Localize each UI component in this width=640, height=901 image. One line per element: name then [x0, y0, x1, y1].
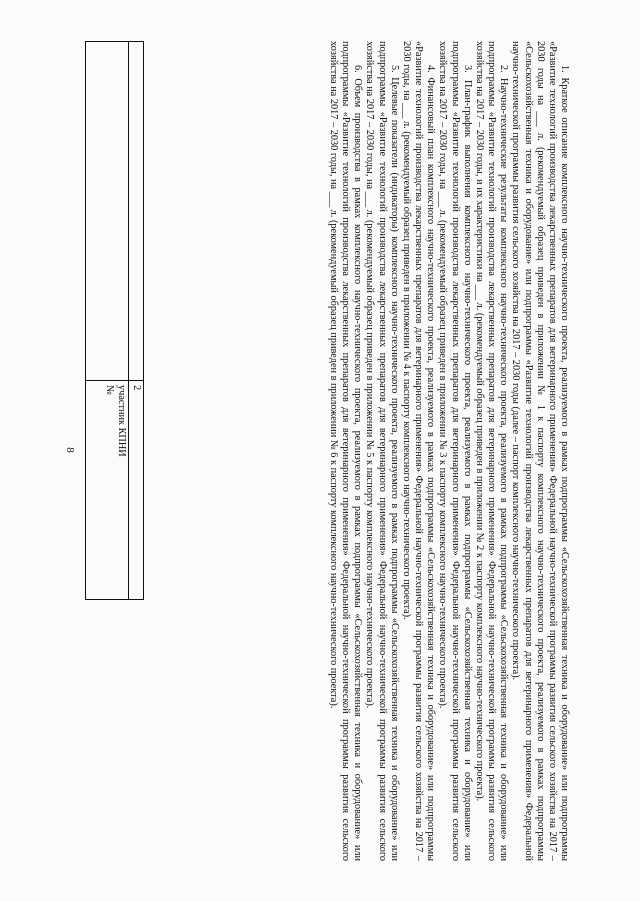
- paragraph-6: 6. Объем производства в рамках комплексного научно-технического проекта, реализуемого в рамках подпрограммы «Сельскохозяйственная техника и оборудование» или подпрограммы «Развитие технологий производства лекарственных препаратов для ветеринарного применения» Федеральной научно-технической программы развития сельского хозяйства на 2017 – 2030 годы, на ___ л. (рекомендуемый образец приведен в приложении № 6 к паспорту комплексного научно-технического проекта).: [328, 40, 364, 861]
- table-fragment: [85, 41, 144, 600]
- paragraph-3: 3. План-график выполнения комплексного научно-технического проекта, реализуемого в рамках подпрограммы «Сельскохозяйственная техника и оборудование» или подпрограммы «Развитие технологий производства лекарственных препаратов для ветеринарного применения» Федеральной научно-технической программы развития сельского хозяйства на 2017 – 2030 годы, на ___ л. (рекомендуемый образец приведен в приложении № 3 к паспорту комплексного научно-технического проекта).: [437, 40, 473, 861]
- table-row: [129, 41, 144, 599]
- page-number: 8: [64, 447, 76, 453]
- paragraph-2: 2. Научно-технические результаты комплексного научно-технического проекта, реализуемого в рамках подпрограммы «Сельскохозяйственная техника и оборудование» или подпрограммы «Развитие технологий производства лекарственных препаратов для ветеринарного применения» Федеральной научно-технической программы развития сельского хозяйства на 2017 – 2030 годы, и их характеристики на ___ л. (рекомендуемый образец приведен в приложении № 2 к паспорту комплексного научно-технического проекта).: [473, 40, 510, 861]
- table-cell: [86, 41, 129, 380]
- paragraph-1: 1. Краткое описание комплексного научно-технического проекта, реализуемого в рамках подпрограммы «Сельскохозяйственная техника и оборудование» или подпрограммы «Развитие технологий производства лекарственных препаратов для ветеринарного применения» Федеральной научно-технической программы развития сельского хозяйства на 2017 – 2030 годы на ___ л. (рекомендуемый образец приведен в приложении № 1 к паспорту комплексного научно-технического проекта, реализуемого в рамках подпрограммы «Сельскохозяйственная техника и оборудование» или подпрограммы «Развитие технологий производства лекарственных препаратов для ветеринарного применения» Федеральной научно-технической программы развития сельского хозяйства на 2017 – 2030 годы (далее – паспорт комплексного научно-технического проекта).: [510, 40, 570, 861]
- table-cell: [129, 41, 144, 380]
- table-cell: участник КПНИ №: [86, 380, 129, 599]
- body-text: [148, 41, 570, 861]
- paragraph-4: 4. Финансовый план комплексного научно-технического проекта, реализуемого в рамках подпрограммы «Сельскохозяйственная техника и оборудование» или подпрограммы «Развитие технологий производства лекарственных препаратов для ветеринарного применения» Федеральной научно-технической программы развития сельского хозяйства на 2017 – 2030 годы, на ___ л. (рекомендуемый образец приведен в приложении № 4 к паспорту комплексного научно-технического проекта).: [400, 40, 437, 861]
- paragraph-5: 5. Целевые показатели (индикаторы) комплексного научно-технического проекта, реализуемого в рамках подпрограммы «Сельскохозяйственная техника и оборудование» или подпрограммы «Развитие технологий производства лекарственных препаратов для ветеринарного применения» Федеральной научно-технической программы развития сельского хозяйства на 2017 – 2030 годы, на ___ л. (рекомендуемый образец приведен в приложении № 5 к паспорту комплексного научно-технического проекта).: [364, 40, 400, 861]
- rotated-content: [70, 31, 570, 871]
- table-row: [86, 41, 129, 599]
- table-cell: 2: [129, 380, 144, 599]
